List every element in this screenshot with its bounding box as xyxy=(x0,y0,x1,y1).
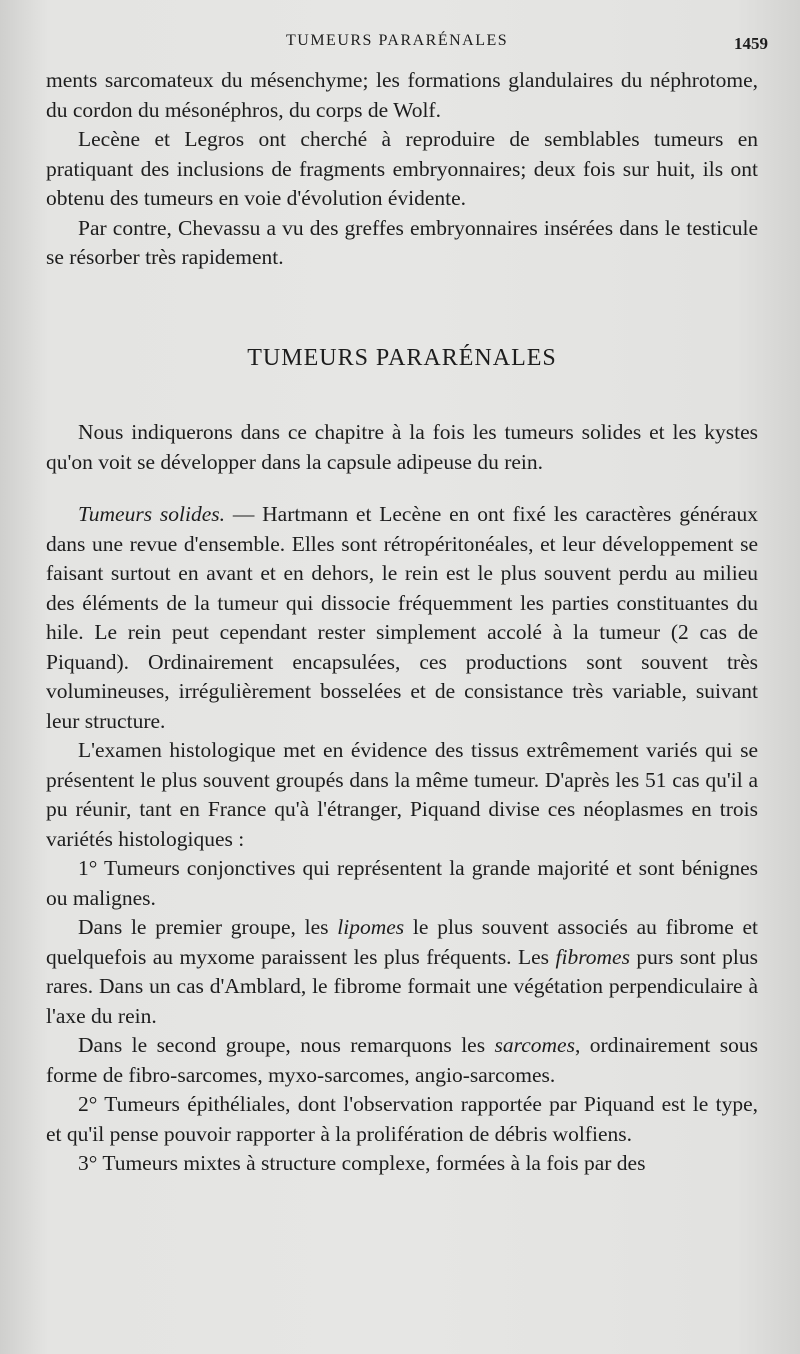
paragraph-tumeurs-epitheliales: 2° Tumeurs épithéliales, dont l'observation rapportée par Piquand est le type, et qu'il pense pouvoir rapporter à la prolifération de débris wolfiens. xyxy=(46,1092,758,1146)
term-lipomes: lipomes xyxy=(337,915,405,939)
running-header xyxy=(0,32,800,56)
paragraph-tumeurs-solides xyxy=(46,500,758,736)
paragraph-premier-groupe xyxy=(46,913,758,1031)
paragraph-text: le plus souvent associés au fibrome et quelquefois au myxome paraissent les plus fréquents. Les xyxy=(46,915,758,969)
paragraph-chevassu: Par contre, Chevassu a vu des greffes embryonnaires insérées dans le testicule se résorber très rapidement. xyxy=(46,215,758,269)
paragraph-gap xyxy=(46,477,758,500)
subheading-tumeurs-solides: Tumeurs solides. xyxy=(78,502,225,526)
paragraph-tumeurs-mixtes: 3° Tumeurs mixtes à structure complexe, formées à la fois par des xyxy=(78,1151,646,1175)
paragraph-intro: Nous indiquerons dans ce chapitre à la fois les tumeurs solides et les kystes qu'on voit se développer dans la capsule adipeuse du rein. xyxy=(46,420,758,474)
body-text xyxy=(46,66,758,1179)
page-number: 1459 xyxy=(734,34,768,53)
running-title: TUMEURS PARARÉNALES xyxy=(286,32,509,49)
paragraph-lecene-legros: Lecène et Legros ont cherché à reproduire de semblables tumeurs en pratiquant des inclusions de fragments embryonnaires; deux fois sur huit, ils ont obtenu des tumeurs en voie d'évolution évidente. xyxy=(46,127,758,210)
term-fibromes: fibromes xyxy=(555,944,630,969)
paragraph-text: — Hartmann et Lecène en ont fixé les caractères généraux dans une revue d'ensemble. Elles sont rétropéritonéales, et leur développement se faisant surtout en avant et en dehors, le rein est le plus souvent perdu au milieu des éléments de la tumeur qui dissocie fréquemment les parties constituantes du hile. Le rein peut cependant rester simplement accolé à la tumeur (2 cas de Piquand). Ordinairement encapsulées, ces productions sont souvent très volumineuses, irrégulièrement bosselées et de consistance très variable, suivant leur structure. xyxy=(46,502,758,733)
paragraph-second-groupe xyxy=(46,1031,758,1090)
section-title: TUMEURS PARARÉNALES xyxy=(247,344,557,371)
paragraph-text: , ordinairement sous forme de fibro-sarcomes, myxo-sarcomes, angio-sarcomes. xyxy=(46,1033,759,1087)
paragraph-text: Dans le second groupe, nous remarquons les xyxy=(78,1033,495,1057)
paragraph-examen-histologique: L'examen histologique met en évidence des tissus extrêmement variés qui se présentent le plus souvent groupés dans la même tumeur. D'après les 51 cas qu'il a pu réunir, tant en France qu'à l'étranger, Piquand divise ces néoplasmes en trois variétés histologiques : xyxy=(46,738,758,851)
paragraph-tumeurs-conjonctives: 1° Tumeurs conjonctives qui représentent la grande majorité et sont bénignes ou malignes. xyxy=(46,856,758,910)
paragraph-text: Dans le premier groupe, les xyxy=(78,915,338,939)
term-sarcomes: sarcomes xyxy=(494,1033,575,1057)
paragraph-continuation: ments sarcomateux du mésenchyme; les formations glandulaires du néphrotome, du cordon du mésonéphros, du corps de Wolf. xyxy=(46,68,758,122)
paragraph-text: purs sont plus rares. Dans un cas d'Amblard, le fibrome formait une végétation perpendiculaire à l'axe du rein. xyxy=(46,944,758,1028)
